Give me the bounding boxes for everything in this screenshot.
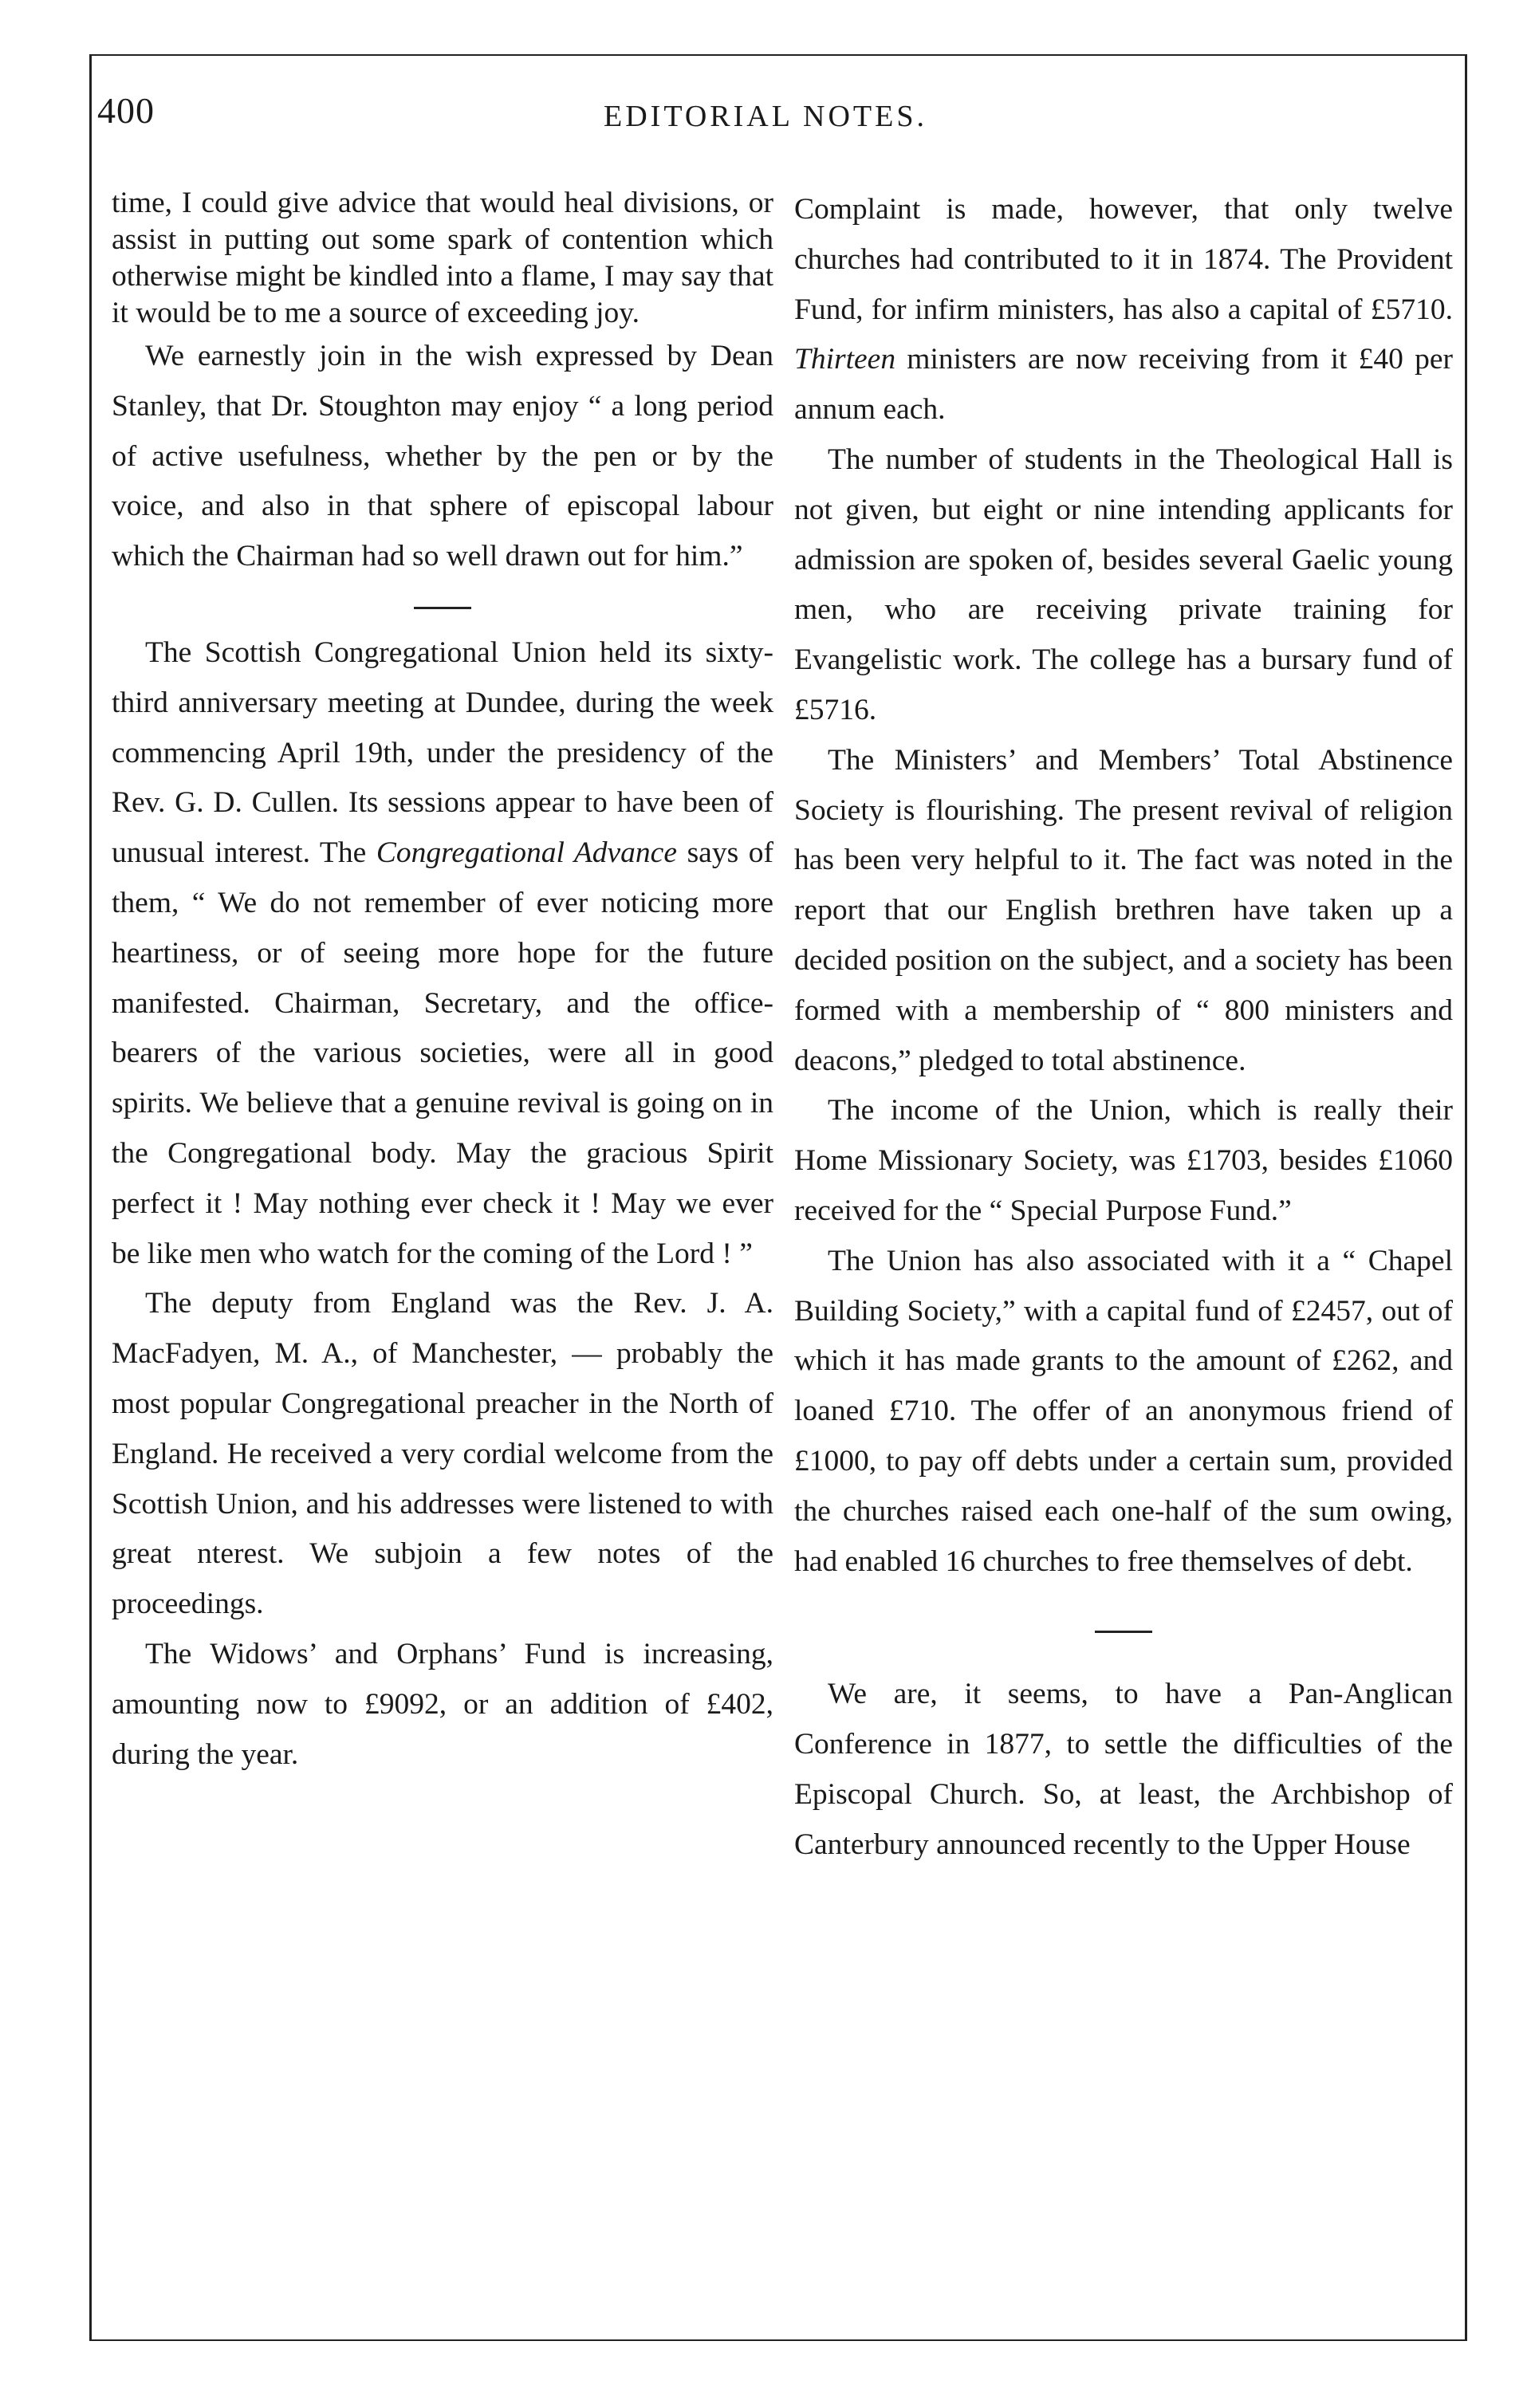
paragraph-abstinence-society: The Ministers’ and Members’ Total Abstinence Society is flourishing. The present revival of religion has been very helpful to it. The fact was noted in the report that our English brethren have taken up a decided position on the subject, and a society has been formed with a membership of “ 800 ministers and deacons,” pledged to total abstinence. (794, 743, 1453, 1077)
section-divider (112, 582, 773, 628)
page-number: 400 (97, 90, 155, 131)
paragraph-provident-fund-text-2: ministers are now receiving from it £40 per annum each. (794, 343, 1453, 427)
paragraph-union-income: The income of the Union, which is really their Home Missionary Society, was £1703, besides £1060 received for the “ Special Purpose Fund.” (794, 1094, 1453, 1227)
paragraph-provident-fund (794, 185, 1453, 435)
paragraph-widows-fund: The Widows’ and Orphans’ Fund is increasing, amounting now to £9092, or an addition of £402, during the year. (112, 1637, 773, 1771)
italic-publication-title: Congregational Advance (376, 836, 677, 870)
paragraph-pan-anglican: We are, it seems, to have a Pan-Anglican Conference in 1877, to settle the difficulties of the Episcopal Church. So, at least, the Archbishop of Canterbury announced recently to the Upper House (794, 1678, 1453, 1861)
paragraph-scottish-union-text-2: says of them, “ We do not remember of ever noticing more heartiness, or of seeing more hope for the future manifested. Chairman, Secretary, and the office-bearers of the various societies, were all in good spirits. We believe that a genuine revival is going on in the Congregational body. May the gracious Spirit perfect it ! May nothing ever check it ! May we ever be like men who watch for the coming of the Lord ! ” (112, 836, 774, 1270)
paragraph-scottish-union-text-1: The Scottish Congregational Union held its sixty-third anniversary meeting at Dundee, during the week commencing April 19th, under the presidency of the Rev. G. D. Cullen. Its sessions appear to have been of unusual interest. The (112, 635, 773, 870)
paragraph-dean-stanley: We earnestly join in the wish expressed by Dean Stanley, that Dr. Stoughton may enjoy “ a long period of active usefulness, whether by the pen or by the voice, and also in that sphere of episcopal labour which the Chairman had so well drawn out for him.” (112, 340, 773, 573)
italic-emphasis: Thirteen (794, 343, 896, 376)
left-column (112, 185, 773, 1780)
paragraph-provident-fund-text-1: Complaint is made, however, that only twelve churches had contributed to it in 1874. The Provident Fund, for infirm ministers, has also a capital of £5710. (794, 193, 1453, 326)
paragraph-chapel-building: The Union has also associated with it a “ Chapel Building Society,” with a capital fund of £2457, out of which it has made grants to the amount of £262, and loaned £710. The offer of an anonymous friend of £1000, to pay off debts under a certain sum, provided the churches raised each one-half of the sum owing, had enabled 16 churches to free themselves of debt. (794, 1244, 1453, 1578)
section-divider (794, 1587, 1453, 1670)
paragraph-scottish-union (112, 628, 773, 1279)
paragraph-deputy: The deputy from England was the Rev. J. A. MacFadyen, M. A., of Manchester, — probably the most popular Congregational preacher in the North of England. He received a very cordial welcome from the Scottish Union, and his addresses were listened to with great nterest. We subjoin a few notes of the proceedings. (112, 1287, 773, 1621)
paragraph-theological-hall: The number of students in the Theological Hall is not given, but eight or nine intending applicants for admission are spoken of, besides several Gaelic young men, who are receiving private training for Evangelistic work. The college has a bursary fund of £5716. (794, 443, 1453, 726)
paragraph-advice: time, I could give advice that would heal divisions, or assist in putting out some spark of contention which otherwise might be kindled into a flame, I may say that it would be to me a source of exceeding joy. (112, 187, 773, 329)
right-column (794, 185, 1453, 1871)
running-head: EDITORIAL NOTES. (604, 100, 927, 133)
